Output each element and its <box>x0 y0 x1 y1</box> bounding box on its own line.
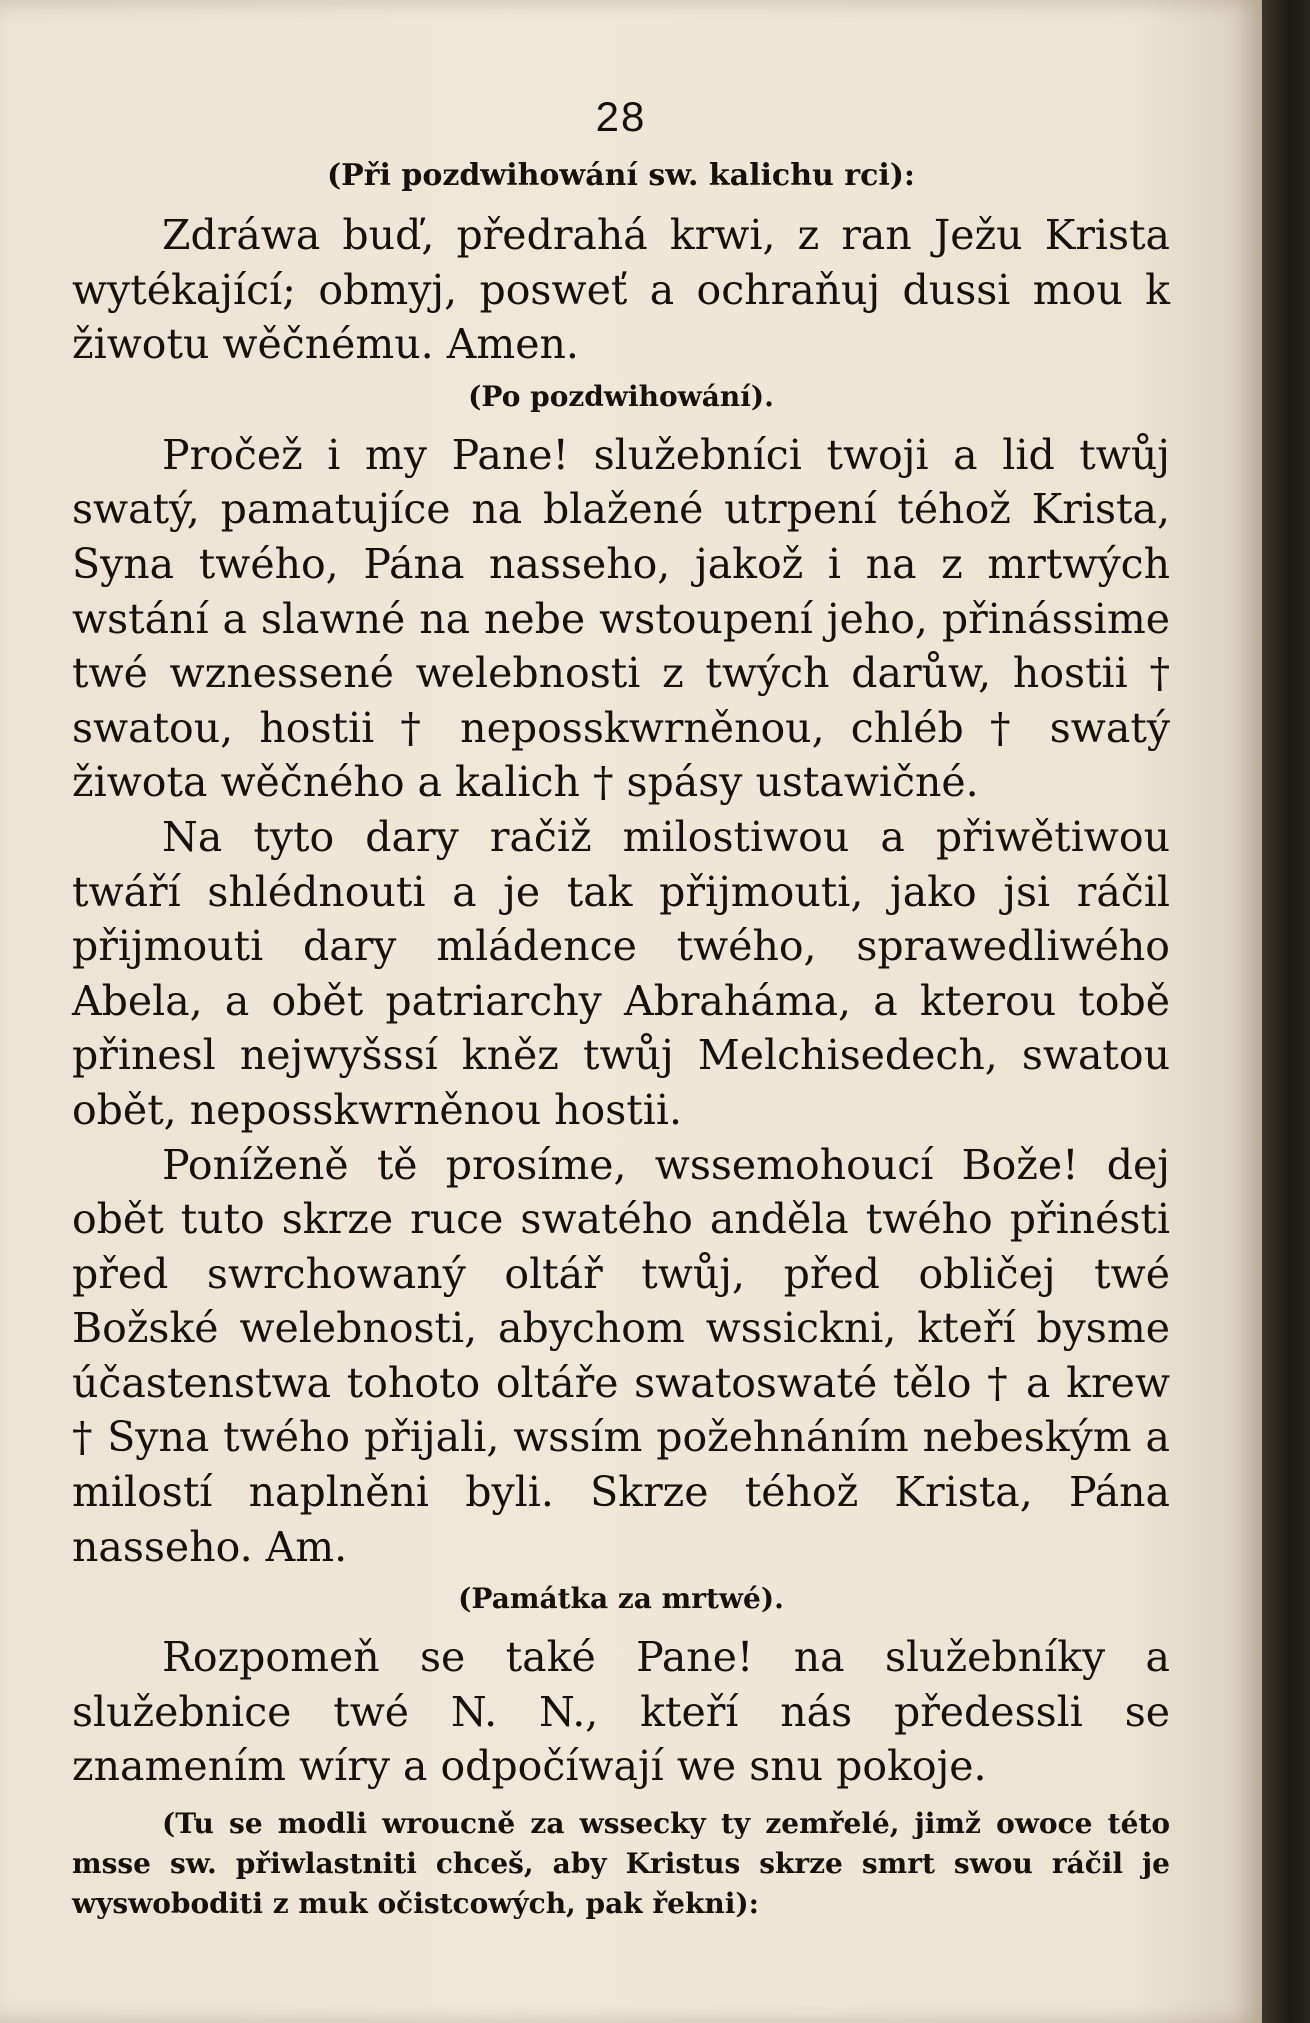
prayer-paragraph-3: Na tyto dary račiž milostiwou a přiwětiwou twáří shlédnouti a je tak přijmouti, jako jsi ráčil přijmouti dary mládence twého, sprawedliwého Abela, a obět patriarchy Abraháma, a kterou tobě přinesl nejwyšssí kněz twůj Melchisedech, swatou obět, neposskwrněnou hostii. <box>72 812 1170 1134</box>
book-spine-edge <box>1262 0 1310 2023</box>
rubric-elevation-chalice: (Při pozdwihowání sw. kalichu rci): <box>326 158 916 193</box>
prayer-paragraph-2: Pročež i my Pane! služebníci twoji a lid twůj swatý, pamatujíce na blažené utrpení téhož Krista, Syna twého, Pána nasseho, jakož i na z mrtwých wstání a slawné na nebe wstoupení jeho, přinássime twé wznessené welebnosti z twých darůw, hostii † swatou, hostii † neposskwrněnou, chléb † swatý žiwota wěčného a kalich † spásy ustawičné. <box>72 430 1170 807</box>
prayer-paragraph-5: Rozpomeň se také Pane! na služebníky a služebnice twé N. N., kteří nás předessli se znamením wíry a odpočíwají we snu pokoje. <box>72 1633 1170 1791</box>
rubric-after-elevation: (Po pozdwihowání). <box>468 379 774 413</box>
rubric-memento-dead: (Památka za mrtwé). <box>458 1582 784 1616</box>
page-text <box>72 92 1170 1924</box>
page-number: 28 <box>595 93 647 140</box>
prayer-paragraph-1: Zdráwa buď, předrahá krwi, z ran Ježu Krista wytékající; obmyj, posweť a ochraňuj dussi mou k žiwotu wěčnému. Amen. <box>72 211 1170 369</box>
prayer-paragraph-4: Poníženě tě prosíme, wssemohoucí Bože! dej obět tuto skrze ruce swatého anděla twého přinésti před swrchowaný oltář twůj, před obličej twé Božské welebnosti, abychom wssickni, kteří bysme účastenstwa tohoto oltáře swatoswaté tělo † a krew † Syna twého přijali, wssím požehnáním nebeským a milostí naplněni byli. Skrze téhož Krista, Pána nasseho. Am. <box>72 1140 1170 1571</box>
rubric-note: (Tu se modli wroucně za wssecky ty zemřelé, jimž owoce této msse sw. přiwlastniti chceš, aby Kristus skrze smrt swou ráčil je wyswoboditi z muk očistcowých, pak řekni): <box>72 1807 1170 1921</box>
